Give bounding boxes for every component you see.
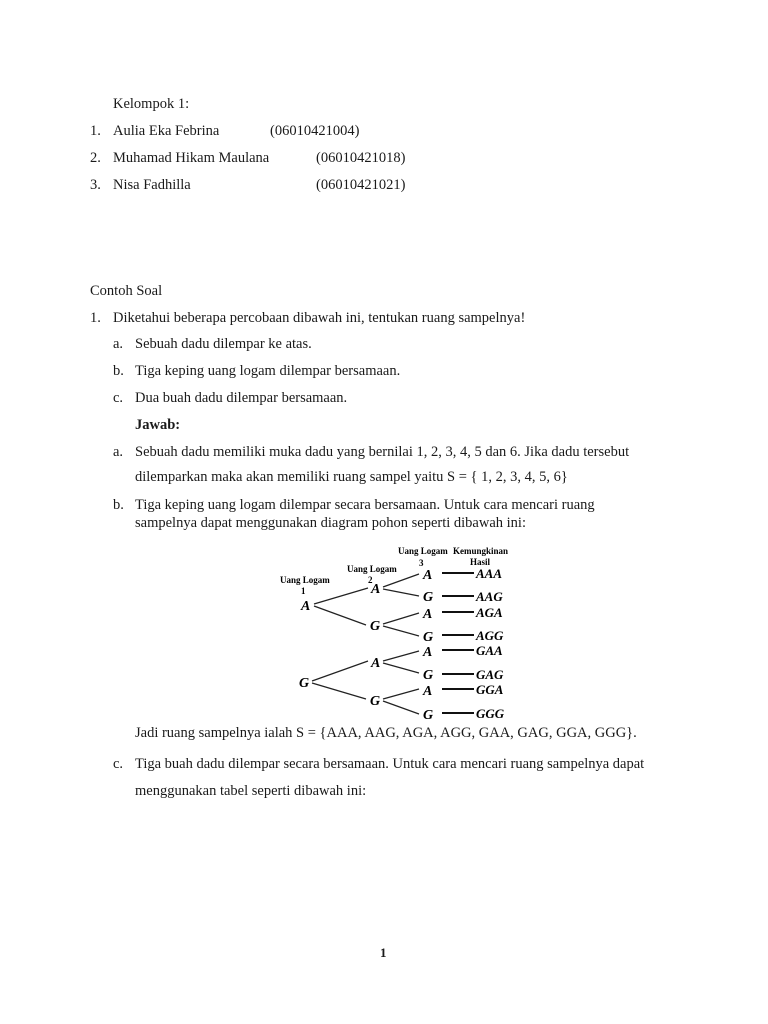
question-item-a-text: Sebuah dadu dilempar ke atas.	[135, 336, 312, 352]
tree-level3-node: A	[423, 684, 433, 699]
tree-result: AAA	[476, 566, 503, 581]
member-3-nim: (06010421021)	[316, 177, 406, 193]
answer-b-line1: Tiga keping uang logam dilempar secara bersamaan. Untuk cara mencari ruang	[135, 497, 595, 513]
tree-level2-node: A	[371, 582, 381, 597]
member-2-name: Muhamad Hikam Maulana	[113, 150, 270, 166]
tree-level3-node: G	[423, 668, 434, 683]
member-1-num: 1.	[90, 123, 101, 139]
question-item-b-label: b.	[113, 363, 124, 379]
question-item-c-label: c.	[113, 390, 124, 406]
answer-b-conclusion: Jadi ruang sampelnya ialah S = {AAA, AAG, AGA, AGG, GAA, GAG, GGA, GGG}.	[135, 725, 637, 741]
answer-a-label: a.	[113, 444, 124, 460]
answer-a-line2: dilemparkan maka akan memiliki ruang sampel yaitu S = { 1, 2, 3, 4, 5, 6}	[135, 469, 568, 485]
tree-col1-num: 1	[301, 586, 306, 596]
tree-result: GAG	[476, 667, 504, 682]
tree-level2-node: A	[371, 656, 381, 671]
tree-result: AAG	[476, 589, 503, 604]
member-1-nim: (06010421004)	[270, 123, 360, 139]
tree-result: GGA	[476, 682, 504, 697]
member-2-nim: (06010421018)	[316, 150, 406, 166]
tree-result: AGA	[476, 605, 503, 620]
answer-b-label: b.	[113, 497, 124, 513]
answer-a-line1: Sebuah dadu memiliki muka dadu yang bernilai 1, 2, 3, 4, 5 dan 6. Jika dadu tersebut	[135, 444, 630, 460]
member-3-num: 3.	[90, 177, 101, 193]
tree-level3-node: A	[423, 568, 433, 583]
member-1-name: Aulia Eka Febrina	[113, 123, 220, 139]
question-item-a-label: a.	[113, 336, 124, 352]
tree-result: AGG	[476, 628, 504, 643]
tree-result: GGG	[476, 706, 505, 721]
tree-level2-node: G	[370, 694, 381, 709]
tree-level1-node: A	[301, 599, 311, 614]
group-heading: Kelompok 1:	[113, 96, 190, 112]
question-num: 1.	[90, 310, 101, 326]
member-2-num: 2.	[90, 150, 101, 166]
tree-col4-label: Kemungkinan	[453, 546, 509, 556]
answer-heading: Jawab:	[135, 417, 181, 433]
tree-level2-node: G	[370, 619, 381, 634]
page-number: 1	[380, 945, 387, 960]
tree-level3-node: G	[423, 590, 434, 605]
section-title: Contoh Soal	[90, 283, 163, 299]
member-3-name: Nisa Fadhilla	[113, 177, 191, 193]
question-text: Diketahui beberapa percobaan dibawah ini, tentukan ruang sampelnya!	[113, 310, 526, 326]
tree-level3-node: G	[423, 708, 434, 723]
tree-level3-node: A	[423, 645, 433, 660]
tree-col2-label: Uang Logam	[347, 564, 397, 574]
answer-b-line2: sampelnya dapat menggunakan diagram pohon seperti dibawah ini:	[135, 515, 526, 531]
tree-col1-label: Uang Logam	[280, 575, 330, 585]
tree-result: GAA	[476, 643, 503, 658]
question-item-b-text: Tiga keping uang logam dilempar bersamaan.	[135, 363, 401, 379]
tree-level1-node: G	[299, 676, 310, 691]
tree-col4-sub: Hasil	[470, 557, 491, 567]
tree-col2-num: 2	[368, 575, 373, 585]
answer-c-line2: menggunakan tabel seperti dibawah ini:	[135, 783, 367, 799]
question-item-c-text: Dua buah dadu dilempar bersamaan.	[135, 390, 348, 406]
answer-c-line1: Tiga buah dadu dilempar secara bersamaan. Untuk cara mencari ruang sampelnya dapat	[135, 756, 645, 772]
answer-c-label: c.	[113, 756, 124, 772]
tree-col3-num: 3	[419, 558, 424, 568]
tree-level3-node: A	[423, 607, 433, 622]
tree-level3-node: G	[423, 630, 434, 645]
tree-col3-label: Uang Logam	[398, 546, 448, 556]
